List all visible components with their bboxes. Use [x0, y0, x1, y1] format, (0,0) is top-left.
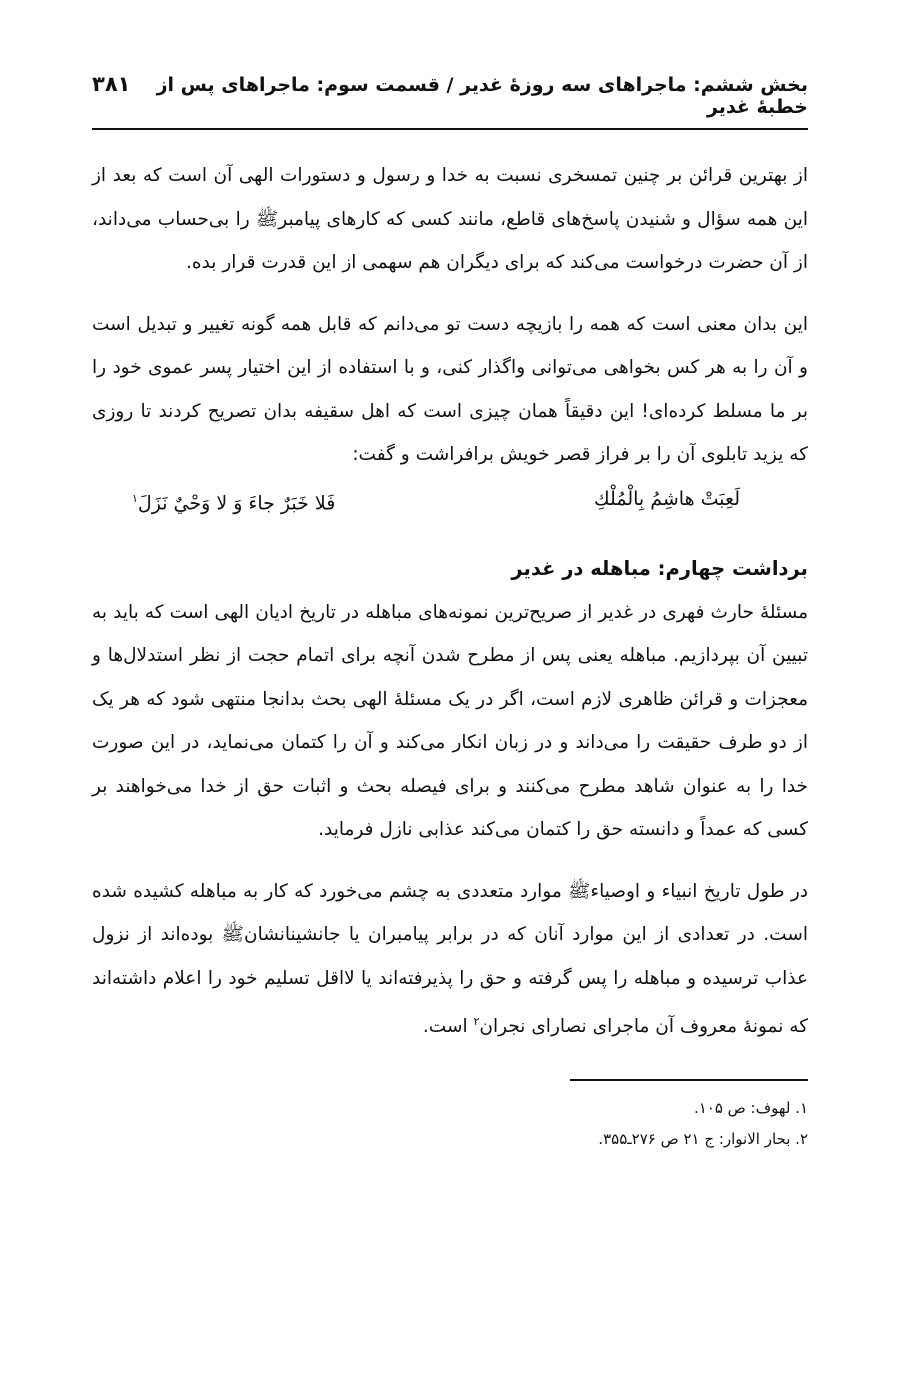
footnote-divider	[570, 1079, 808, 1081]
poem-verse	[92, 477, 808, 525]
paragraph-1: از بهترین قرائن بر چنین تمسخری نسبت به خدا و رسول و دستورات الهی آن است که بعد از این همه سؤال و شنیدن پاسخ‌های قاطع، مانند کسی که کارهای پیامبرﷺ را بی‌حساب می‌داند، از آن حضرت درخواست می‌کند که برای دیگران هم سهمی از این قدرت قرار بده.	[92, 165, 808, 273]
book-page	[92, 72, 808, 1155]
paragraph-2: این بدان معنی است که همه را بازیچه دست تو می‌دانم که قابل همه گونه تغییر و تبدیل است و آن را به هر کس بخواهی می‌توانی واگذار کنی، و با استفاده از این اختیار پسر عموی خود را بر ما مسلط کرده‌ای! این دقیقاً همان چیزی است که اهل سقیفه بدان تصریح کردند تا روزی که یزید تابلوی آن را بر فراز قصر خویش برافراشت و گفت:	[92, 313, 808, 465]
footnote-1: ۱. لهوف: ص ۱۰۵.	[693, 1098, 808, 1117]
footnote-ref-2[interactable]: ۲	[473, 1015, 480, 1029]
page-number: ۳۸۱	[92, 72, 131, 96]
verse-hemistich-1: لَعِبَتْ هاشِمُ بِالْمُلْكِ	[594, 487, 740, 510]
paragraph-3: مسئلهٔ حارث فهری در غدیر از صریح‌ترین نمونه‌های مباهله در تاریخ ادیان الهی است که باید به تبیین آن بپردازیم. مباهله یعنی پس از مطرح شدن آنچه برای اتمام حجت از نظر استدلال‌ها و معجزات و قرائن ظاهری لازم است، اگر در یک مسئلهٔ الهی بحث بدانجا منتهی شود که هر یک از دو طرف حقیقت را می‌داند و در زبان انکار می‌کند و آن را کتمان می‌نماید، در این صورت خدا را به عنوان شاهد مطرح می‌کنند و برای فیصله بحث و اثبات حق از خدا می‌خواهند بر کسی که عمداً و دانسته حق را کتمان می‌کند عذابی نازل فرماید.	[92, 601, 808, 841]
footnote-ref-1[interactable]: ۱	[132, 491, 138, 505]
footnote-2: ۲. بحار الانوار: ج ۲۱ ص ۲۷۶ـ۳۵۵.	[598, 1129, 808, 1148]
footnotes	[92, 1093, 808, 1155]
paragraph-4: در طول تاریخ انبیاء و اوصیاءﷺ موارد متعددی به چشم می‌خورد که کار به مباهله کشیده شده است. در تعدادی از این موارد آنان که در برابر پیامبران یا جانشینانشانﷺ بوده‌اند از نزول عذاب ترسیده و مباهله را پس گرفته و حق را پذیرفته‌اند یا لااقل تسلیم خود را اعلام داشته‌اند که نمونهٔ معروف آن ماجرای نصارای نجران$^۲$ است.	[92, 880, 808, 1038]
header-title: بخش ششم: ماجراهای سه روزهٔ غدیر / قسمت سوم: ماجراهای پس از خطبهٔ غدیر	[156, 74, 808, 118]
verse-hemistich-2: فَلا خَبَرٌ جاءَ وَ لا وَحْيٌ نَزَلَ$^۱$	[132, 491, 336, 514]
running-header	[92, 72, 808, 130]
section-heading: برداشت چهارم: مباهله در غدیر	[511, 556, 808, 580]
